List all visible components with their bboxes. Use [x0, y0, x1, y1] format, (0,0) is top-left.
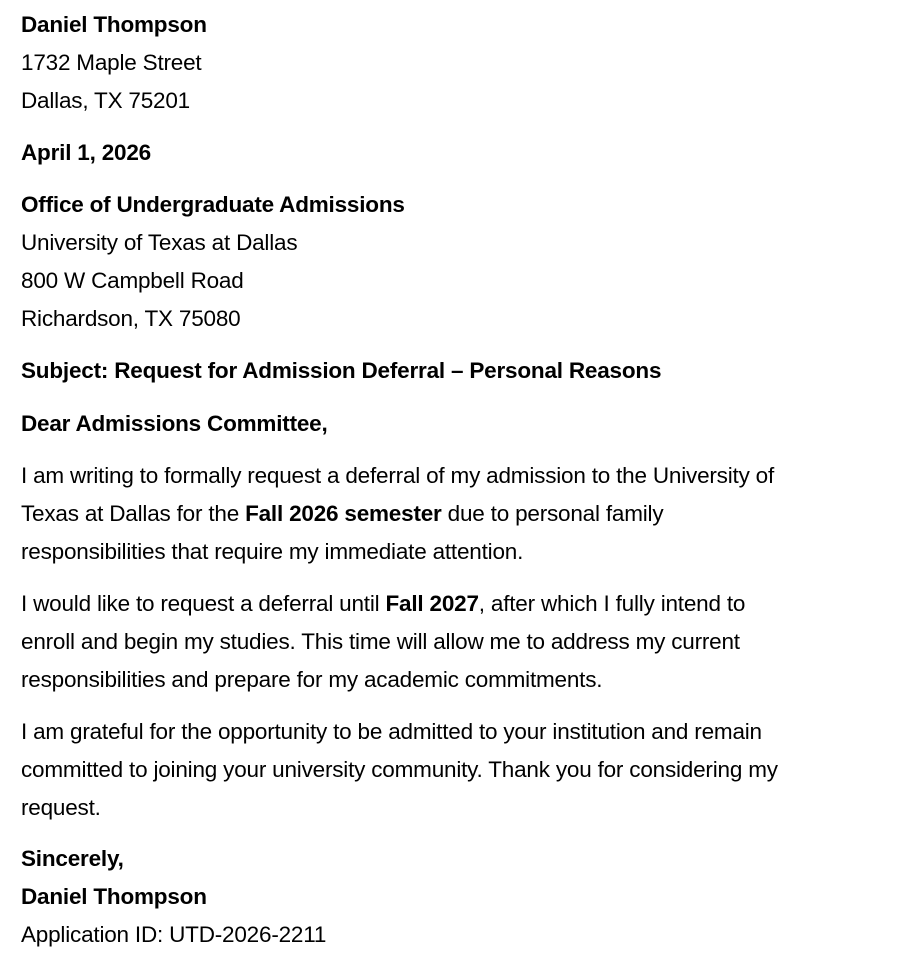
paragraph-3-line-3: request.	[21, 795, 101, 820]
paragraph-1-text: Texas at Dallas for the	[21, 501, 246, 526]
paragraph-2-text: I would like to request a deferral until	[21, 591, 386, 616]
paragraph-2-line-2: enroll and begin my studies. This time will allow me to address my current	[21, 629, 740, 654]
letter-date: April 1, 2026	[21, 140, 151, 165]
sender-street: 1732 Maple Street	[21, 50, 202, 75]
paragraph-1-line-1: I am writing to formally request a deferral of my admission to the University of	[21, 463, 775, 488]
paragraph-1-line-3: responsibilities that require my immediate attention.	[21, 539, 524, 564]
paragraph-3-line-2: committed to joining your university community. Thank you for considering my	[21, 757, 778, 782]
paragraph-2-line-3: responsibilities and prepare for my academic commitments.	[21, 667, 603, 692]
paragraph-2-line-1	[21, 585, 891, 623]
salutation: Dear Admissions Committee,	[21, 411, 328, 436]
recipient-institution: University of Texas at Dallas	[21, 230, 298, 255]
body-paragraph-2	[21, 585, 891, 699]
body-paragraph-1	[21, 457, 891, 571]
emphasis-fall-2027: Fall 2027	[385, 591, 479, 616]
paragraph-3-line-1: I am grateful for the opportunity to be admitted to your institution and remain	[21, 719, 762, 744]
application-id: Application ID: UTD-2026-2211	[21, 922, 327, 947]
recipient-city-state-zip: Richardson, TX 75080	[21, 306, 241, 331]
recipient-address-block	[21, 186, 405, 338]
paragraph-1-text: due to personal family	[441, 501, 664, 526]
sender-city-state-zip: Dallas, TX 75201	[21, 88, 190, 113]
recipient-street: 800 W Campbell Road	[21, 268, 244, 293]
paragraph-1-line-2	[21, 495, 891, 533]
recipient-office: Office of Undergraduate Admissions	[21, 192, 405, 217]
paragraph-2-text: , after which I fully intend to	[478, 591, 746, 616]
signature-name: Daniel Thompson	[21, 884, 207, 909]
closing-block	[21, 840, 326, 954]
emphasis-fall-2026-semester: Fall 2026 semester	[245, 501, 442, 526]
sender-address-block	[21, 6, 207, 120]
salutation-block	[21, 405, 328, 443]
subject-line: Subject: Request for Admission Deferral – Personal Reasons	[21, 358, 662, 383]
subject-block	[21, 352, 661, 390]
valediction: Sincerely,	[21, 846, 124, 871]
date-block	[21, 134, 151, 172]
sender-name: Daniel Thompson	[21, 12, 207, 37]
body-paragraph-3	[21, 713, 891, 827]
